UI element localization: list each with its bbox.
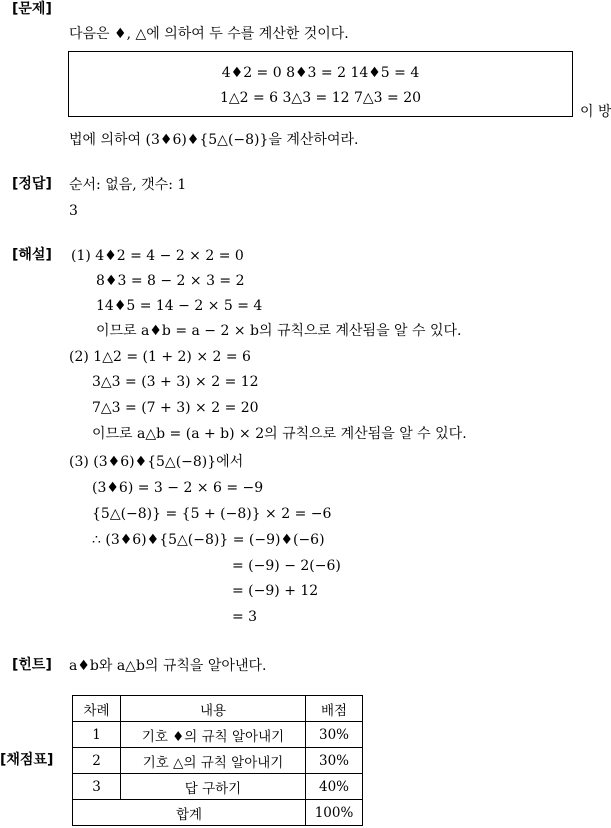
answer-value: 3: [69, 203, 78, 219]
solution-line: (3) (3♦6)♦{5△(−8)}에서: [69, 454, 244, 470]
table-total-row: [73, 800, 363, 826]
grading-table: [72, 695, 363, 826]
grading-label: [채점표]: [0, 752, 54, 768]
header-points: 배점: [306, 696, 363, 722]
table-row: [73, 748, 363, 774]
cell-points: 30%: [306, 748, 363, 774]
solution-line: 7△3 = (7 + 3) × 2 = 20: [92, 400, 259, 416]
problem-text-continuation: 이 방: [580, 104, 611, 120]
solution-line: = 3: [232, 609, 258, 625]
solution-line: 이므로 a♦b = a − 2 × b의 규칙으로 계산됨을 알 수 있다.: [96, 323, 462, 339]
solution-line: 8♦3 = 8 − 2 × 3 = 2: [96, 273, 245, 289]
solution-label: [해설]: [12, 247, 52, 263]
solution-line: 3△3 = (3 + 3) × 2 = 12: [92, 374, 259, 390]
answer-meta: 순서: 없음, 갯수: 1: [69, 177, 187, 193]
cell-order: 1: [73, 722, 121, 748]
cell-content: 기호 ♦의 규칙 알아내기: [121, 722, 306, 748]
solution-line: = (−9) + 12: [232, 583, 319, 599]
hint-label: [힌트]: [12, 657, 52, 673]
solution-line: = (−9) − 2(−6): [232, 558, 341, 574]
problem-label: [문제]: [12, 1, 52, 17]
hint-text: a♦b와 a△b의 규칙을 알아낸다.: [69, 658, 267, 674]
solution-line: (3♦6) = 3 − 2 × 6 = −9: [92, 480, 264, 496]
cell-content: 기호 △의 규칙 알아내기: [121, 748, 306, 774]
cell-points: 30%: [306, 722, 363, 748]
header-order: 차례: [73, 696, 121, 722]
solution-line: 이므로 a△b = (a + b) × 2의 규칙으로 계산됨을 알 수 있다.: [92, 426, 467, 442]
answer-label: [정답]: [12, 176, 52, 192]
total-value: 100%: [306, 800, 363, 826]
example-line-triangle: 1△2 = 6 3△3 = 12 7△3 = 20: [219, 90, 422, 106]
solution-line: (1) 4♦2 = 4 − 2 × 2 = 0: [71, 248, 244, 264]
table-header-row: [73, 696, 363, 722]
solution-line: {5△(−8)} = {5 + (−8)} × 2 = −6: [92, 506, 332, 522]
cell-order: 2: [73, 748, 121, 774]
header-content: 내용: [121, 696, 306, 722]
solution-line: ∴ (3♦6)♦{5△(−8)} = (−9)♦(−6): [92, 532, 325, 548]
table-row: [73, 722, 363, 748]
cell-points: 40%: [306, 774, 363, 800]
problem-text-line2: 법에 의하여 (3♦6)♦{5△(−8)}을 계산하여라.: [69, 132, 359, 148]
total-label: 합계: [73, 800, 306, 826]
example-line-diamond: 4♦2 = 0 8♦3 = 2 14♦5 = 4: [221, 65, 420, 81]
problem-text-line1: 다음은 ♦, △에 의하여 두 수를 계산한 것이다.: [69, 26, 349, 42]
cell-content: 답 구하기: [121, 774, 306, 800]
table-row: [73, 774, 363, 800]
solution-line: (2) 1△2 = (1 + 2) × 2 = 6: [69, 349, 251, 365]
cell-order: 3: [73, 774, 121, 800]
solution-line: 14♦5 = 14 − 2 × 5 = 4: [96, 298, 263, 314]
example-box: [68, 51, 573, 117]
